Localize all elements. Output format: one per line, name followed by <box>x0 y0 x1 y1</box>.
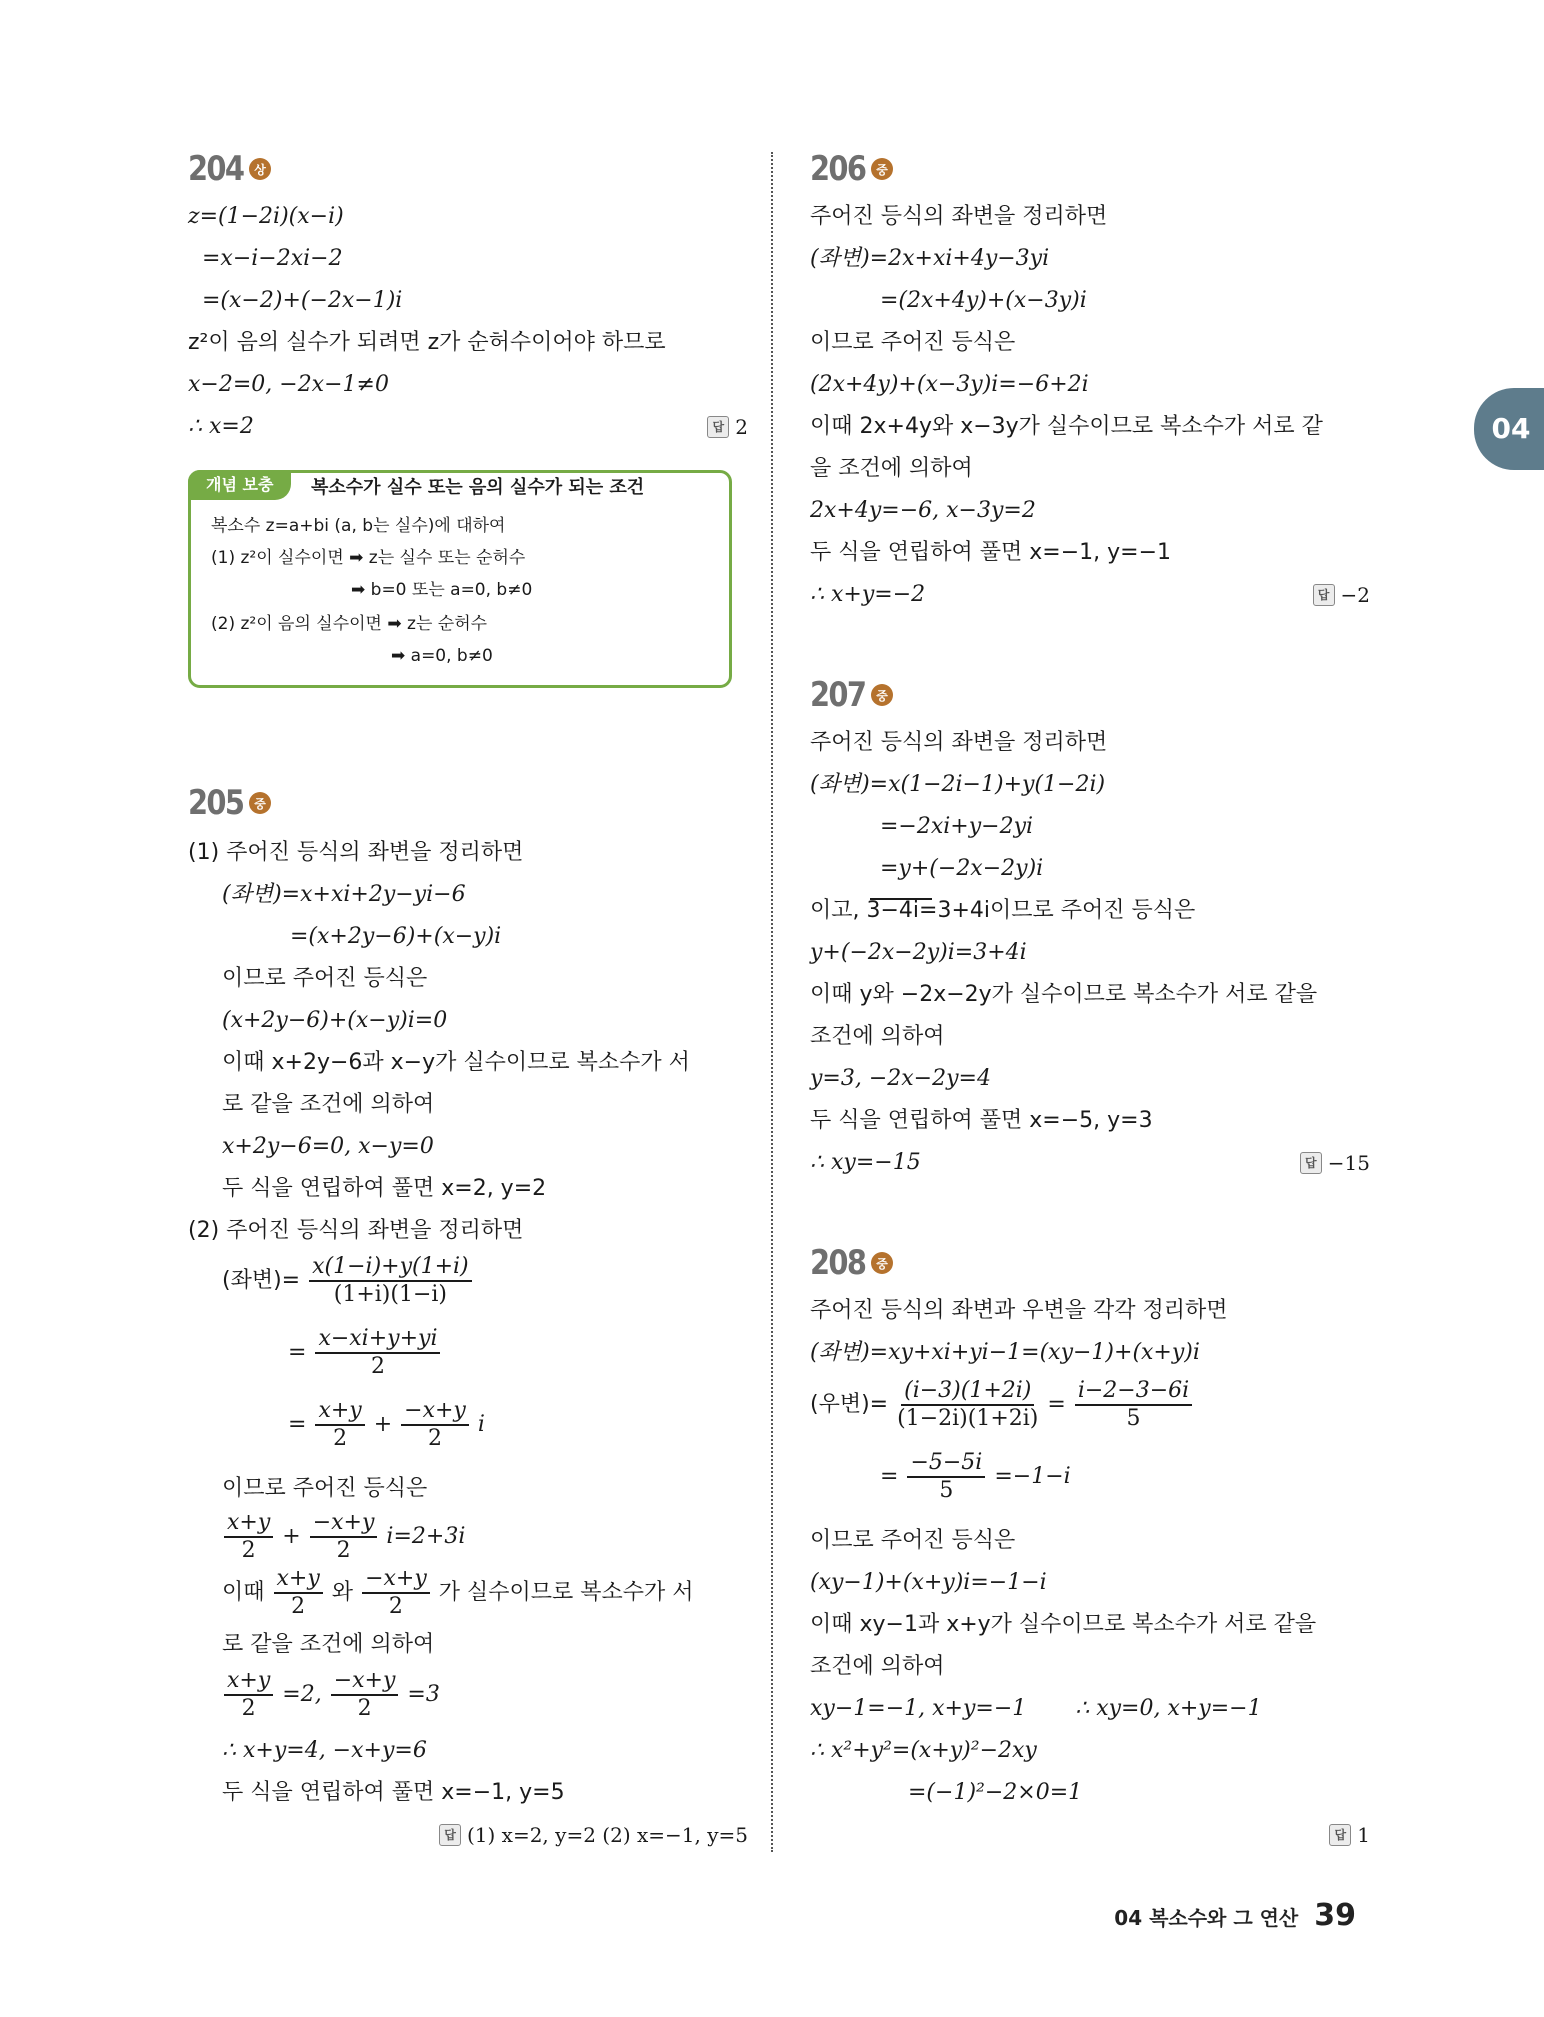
concept-title: 복소수가 실수 또는 음의 실수가 되는 조건 <box>311 477 645 498</box>
numerator: i−2−3−6i <box>1075 1378 1192 1406</box>
problem-number: 205 <box>188 783 244 823</box>
expr-suffix: 가 실수이므로 복소수가 서 <box>438 1580 694 1605</box>
numerator: −x+y <box>362 1566 430 1594</box>
solution-line: =(x−2)+(−2x−1)i <box>202 288 403 313</box>
problem-208 <box>810 1240 1370 1847</box>
solution-line: (좌변)=xy+xi+yi−1=(xy−1)+(x+y)i <box>810 1340 1200 1365</box>
solution-line: ∴ x+y=4, −x+y=6 <box>222 1738 427 1763</box>
answer <box>1329 1814 1370 1856</box>
numerator: x+y <box>274 1566 323 1594</box>
answer-badge: 답 <box>1313 584 1335 606</box>
solution-line: ∴ x+y=−2 <box>810 582 926 607</box>
concept-line: ➡ a=0, b≠0 <box>391 646 493 666</box>
solution-line: y=3, −2x−2y=4 <box>810 1066 991 1091</box>
answer-value: −2 <box>1340 583 1370 607</box>
problem-number: 207 <box>810 675 866 715</box>
answer-value: (1) x=2, y=2 (2) x=−1, y=5 <box>466 1823 748 1847</box>
numerator: x+y <box>224 1510 273 1538</box>
solution-line: 이므로 주어진 등식은 <box>810 330 1016 355</box>
denominator: 5 <box>1126 1406 1141 1431</box>
solution-line: 주어진 등식의 좌변을 정리하면 <box>810 730 1108 755</box>
denominator: 2 <box>370 1354 385 1379</box>
solution-line: 주어진 등식의 좌변을 정리하면 <box>810 204 1108 229</box>
problem-header <box>188 780 748 826</box>
solution-line: (xy−1)+(x+y)i=−1−i <box>810 1570 1047 1595</box>
problem-205 <box>188 780 748 1847</box>
solution-line: 조건에 의하여 <box>810 1024 945 1049</box>
numerator: −5−5i <box>907 1450 985 1478</box>
solution-line: x−2=0, −2x−1≠0 <box>188 372 389 397</box>
solution-line: (2) 주어진 등식의 좌변을 정리하면 <box>188 1218 524 1243</box>
footer-chapter-title: 04 복소수와 그 연산 <box>1114 1906 1299 1930</box>
fraction-line <box>222 1668 440 1722</box>
fraction-line <box>810 1378 1194 1432</box>
problem-206 <box>810 146 1370 607</box>
problem-207 <box>810 672 1370 1175</box>
solution-line: =(2x+4y)+(x−3y)i <box>880 288 1087 313</box>
denominator: 2 <box>241 1696 256 1721</box>
operator: + <box>282 1524 301 1549</box>
expr-suffix: =−1−i <box>994 1464 1071 1489</box>
solution-line: 이므로 주어진 등식은 <box>222 1476 428 1501</box>
column-divider <box>771 152 773 1852</box>
solution-line: (1) 주어진 등식의 좌변을 정리하면 <box>188 840 524 865</box>
solution-line: 2x+4y=−6, x−3y=2 <box>810 498 1036 523</box>
page-footer <box>1114 1898 1356 1933</box>
difficulty-badge: 상 <box>249 158 271 180</box>
concept-tag: 개념 보충 <box>188 470 291 500</box>
answer-value: −15 <box>1327 1151 1370 1175</box>
numerator: x−xi+y+yi <box>315 1326 440 1354</box>
answer <box>439 1814 748 1856</box>
chapter-tab: 04 <box>1474 388 1544 470</box>
solution-line: ∴ x²+y²=(x+y)²−2xy <box>810 1738 1037 1763</box>
fraction <box>315 1326 440 1380</box>
operator: = <box>1047 1392 1066 1417</box>
fraction-line <box>288 1326 442 1380</box>
numerator: (i−3)(1+2i) <box>901 1378 1034 1406</box>
solution-line: 로 같을 조건에 의하여 <box>222 1632 435 1657</box>
solution-line: (좌변)=2x+xi+4y−3yi <box>810 246 1050 271</box>
fraction <box>1075 1378 1192 1432</box>
denominator: (1+i)(1−i) <box>333 1282 448 1307</box>
solution-line: =(−1)²−2×0=1 <box>908 1780 1083 1805</box>
problem-header <box>188 146 748 192</box>
difficulty-badge: 중 <box>871 158 893 180</box>
solution-line: 두 식을 연립하여 풀면 x=2, y=2 <box>222 1176 547 1201</box>
denominator: 2 <box>357 1696 372 1721</box>
fraction <box>274 1566 323 1620</box>
fraction <box>309 1254 472 1308</box>
answer <box>1300 1142 1370 1184</box>
fraction <box>331 1668 399 1722</box>
expr-prefix: = <box>880 1464 899 1489</box>
solution-line: =(x+2y−6)+(x−y)i <box>290 924 502 949</box>
difficulty-badge: 중 <box>871 684 893 706</box>
concept-line: (2) z²이 음의 실수이면 ➡ z는 순허수 <box>211 614 488 634</box>
solution-line: xy−1=−1, x+y=−1 ∴ xy=0, x+y=−1 <box>810 1696 1262 1721</box>
expr-prefix: = <box>288 1340 307 1365</box>
fraction <box>224 1510 273 1564</box>
denominator: 5 <box>939 1478 954 1503</box>
answer-value: 1 <box>1357 1823 1370 1847</box>
expr-suffix: =3 <box>407 1682 440 1707</box>
answer-value: 2 <box>735 415 748 439</box>
solution-line: 주어진 등식의 좌변과 우변을 각각 정리하면 <box>810 1298 1228 1323</box>
solution-line: 이때 2x+4y와 x−3y가 실수이므로 복소수가 서로 같 <box>810 414 1323 439</box>
solution-line: 로 같을 조건에 의하여 <box>222 1092 435 1117</box>
solution-line: =x−i−2xi−2 <box>202 246 343 271</box>
operator: =2, <box>282 1682 322 1707</box>
fraction <box>310 1510 378 1564</box>
denominator: 2 <box>428 1426 442 1451</box>
answer <box>1313 574 1370 616</box>
concept-line: ➡ b=0 또는 a=0, b≠0 <box>351 580 533 600</box>
concept-box <box>188 470 732 688</box>
numerator: −x+y <box>310 1510 378 1538</box>
solution-line: 이므로 주어진 등식은 <box>810 1528 1016 1553</box>
fraction <box>897 1378 1038 1432</box>
solution-line: (좌변)=x+xi+2y−yi−6 <box>222 882 466 907</box>
difficulty-badge: 중 <box>871 1252 893 1274</box>
denominator: 2 <box>333 1426 348 1451</box>
expr-prefix: 이때 <box>222 1580 265 1605</box>
solution-line: 이때 xy−1과 x+y가 실수이므로 복소수가 서로 같을 <box>810 1612 1317 1637</box>
concept-line: (1) z²이 실수이면 ➡ z는 실수 또는 순허수 <box>211 548 526 568</box>
problem-204 <box>188 146 748 439</box>
denominator: (1−2i)(1+2i) <box>897 1406 1039 1431</box>
fraction-line <box>222 1510 465 1564</box>
solution-line: y+(−2x−2y)i=3+4i <box>810 940 1027 965</box>
answer <box>707 406 748 448</box>
numerator: x+y <box>315 1398 364 1426</box>
expr-suffix: i <box>477 1412 485 1437</box>
fraction <box>224 1668 273 1722</box>
problem-header <box>810 1240 1370 1286</box>
problem-number: 204 <box>188 149 244 189</box>
fraction <box>401 1398 469 1452</box>
problem-number: 208 <box>810 1243 866 1283</box>
numerator: −x+y <box>331 1668 399 1696</box>
answer-badge: 답 <box>1300 1152 1322 1174</box>
problem-header <box>810 146 1370 192</box>
solution-line: =−2xi+y−2yi <box>880 814 1034 839</box>
denominator: 2 <box>388 1594 403 1619</box>
page-number: 39 <box>1314 1898 1356 1933</box>
numerator: −x+y <box>401 1398 469 1426</box>
expr-suffix: i=2+3i <box>386 1524 466 1549</box>
expr-prefix: = <box>288 1412 307 1437</box>
expr-prefix: (좌변)= <box>222 1268 301 1293</box>
answer-badge: 답 <box>439 1824 461 1846</box>
denominator: 2 <box>336 1538 351 1563</box>
fraction-line <box>222 1254 474 1308</box>
numerator: x+y <box>224 1668 273 1696</box>
fraction <box>907 1450 985 1504</box>
solution-line: 두 식을 연립하여 풀면 x=−1, y=5 <box>222 1780 565 1805</box>
solution-line: 두 식을 연립하여 풀면 x=−5, y=3 <box>810 1108 1153 1133</box>
answer-badge: 답 <box>707 416 729 438</box>
solution-line: 을 조건에 의하여 <box>810 456 973 481</box>
solution-line: (좌변)=x(1−2i−1)+y(1−2i) <box>810 772 1106 797</box>
solution-line: (x+2y−6)+(x−y)i=0 <box>222 1008 448 1033</box>
denominator: 2 <box>241 1538 256 1563</box>
solution-line: 이고, 3−4i=3+4i이므로 주어진 등식은 <box>810 898 1196 923</box>
solution-line: 이때 y와 −2x−2y가 실수이므로 복소수가 서로 같을 <box>810 982 1318 1007</box>
solution-line: 두 식을 연립하여 풀면 x=−1, y=−1 <box>810 540 1171 565</box>
connector: 와 <box>331 1580 354 1605</box>
problem-header <box>810 672 1370 718</box>
denominator: 2 <box>291 1594 306 1619</box>
solution-line: ∴ xy=−15 <box>810 1150 921 1175</box>
solution-line: 조건에 의하여 <box>810 1654 945 1679</box>
expr-prefix: (우변)= <box>810 1392 889 1417</box>
fraction <box>315 1398 364 1452</box>
solution-line: 이때 x+2y−6과 x−y가 실수이므로 복소수가 서 <box>222 1050 690 1075</box>
fraction-line <box>880 1450 1071 1504</box>
solution-line: z=(1−2i)(x−i) <box>188 204 344 229</box>
solution-line: 이므로 주어진 등식은 <box>222 966 428 991</box>
numerator: x(1−i)+y(1+i) <box>309 1254 472 1282</box>
fraction <box>362 1566 430 1620</box>
solution-line: =y+(−2x−2y)i <box>880 856 1044 881</box>
operator: + <box>373 1412 393 1437</box>
problem-number: 206 <box>810 149 866 189</box>
concept-line: 복소수 z=a+bi (a, b는 실수)에 대하여 <box>211 516 506 536</box>
solution-line: ∴ x=2 <box>188 414 254 439</box>
fraction-line <box>288 1398 485 1452</box>
difficulty-badge: 중 <box>249 792 271 814</box>
conjugate-bar <box>870 898 932 900</box>
fraction-line <box>222 1566 694 1620</box>
solution-line: (2x+4y)+(x−3y)i=−6+2i <box>810 372 1089 397</box>
answer-badge: 답 <box>1329 1824 1351 1846</box>
solution-line: z²이 음의 실수가 되려면 z가 순허수이어야 하므로 <box>188 330 666 355</box>
solution-line: x+2y−6=0, x−y=0 <box>222 1134 434 1159</box>
